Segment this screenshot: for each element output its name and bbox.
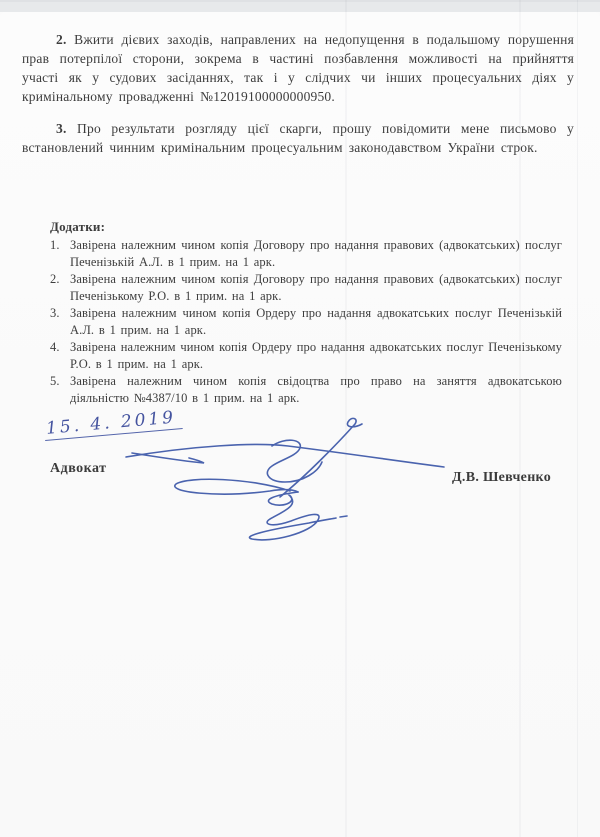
- signature-scribble: [122, 415, 467, 557]
- attachment-item-text: Завірена належним чином копія Договору про надання правових (адвокатських) послуг Печенізькому Р.О. в 1 прим. на 1 арк.: [70, 272, 562, 303]
- attachment-item: [50, 305, 562, 338]
- attachment-item-number: 5.: [50, 374, 60, 388]
- attachment-item: [50, 237, 562, 270]
- attachment-item-text: Завірена належним чином копія Ордеру про надання адвокатських послуг Печенізькій А.Л. в 1 прим. на 1 арк.: [70, 306, 562, 337]
- attachment-item: [50, 271, 562, 304]
- paragraph-3-number: 3.: [56, 121, 67, 136]
- attachment-item-number: 3.: [50, 306, 60, 320]
- scan-top-strip: [0, 0, 600, 12]
- role-label: Адвокат: [50, 461, 107, 476]
- attachment-item-text: Завірена належним чином копія Ордеру про надання адвокатських послуг Печенізькому Р.О. в 1 прим. на 1 арк.: [70, 340, 562, 371]
- attachment-item-number: 1.: [50, 238, 60, 252]
- handwritten-date: 15. 4. 2019: [43, 407, 183, 441]
- attachments-heading: Додатки:: [50, 219, 106, 234]
- attachment-item: [50, 373, 562, 406]
- attachment-item-number: 4.: [50, 340, 60, 354]
- paragraph-2-text: Вжити дієвих заходів, направлених на недопущення в подальшому порушення прав потерпілої сторони, зокрема в частині позбавлення можливості на прийняття участі як у судових засіданнях, так і у слідчих чи інших процесуальних діях у кримінальному провадженні №12019100000000950.: [22, 32, 574, 104]
- signer-name: Д.В. Шевченко: [452, 470, 552, 485]
- paragraph-3-text: Про результати розгляду цієї скарги, прошу повідомити мене письмово у встановлений чинним кримінальним процесуальним законодавством України строк.: [22, 121, 574, 155]
- paper-crease: [577, 0, 578, 837]
- attachment-item-number: 2.: [50, 272, 60, 286]
- paragraph-2: [22, 30, 574, 106]
- paragraph-2-number: 2.: [56, 32, 67, 47]
- attachment-item-text: Завірена належним чином копія свідоцтва про право на заняття адвокатською діяльністю №4387/10 в 1 прим. на 1 арк.: [70, 374, 562, 405]
- document-body: [22, 30, 574, 407]
- attachment-item-text: Завірена належним чином копія Договору про надання правових (адвокатських) послуг Печенізькій А.Л. в 1 прим. на 1 арк.: [70, 238, 562, 269]
- paragraph-3: [22, 119, 574, 157]
- attachment-item: [50, 339, 562, 372]
- attachments-section: [50, 219, 562, 406]
